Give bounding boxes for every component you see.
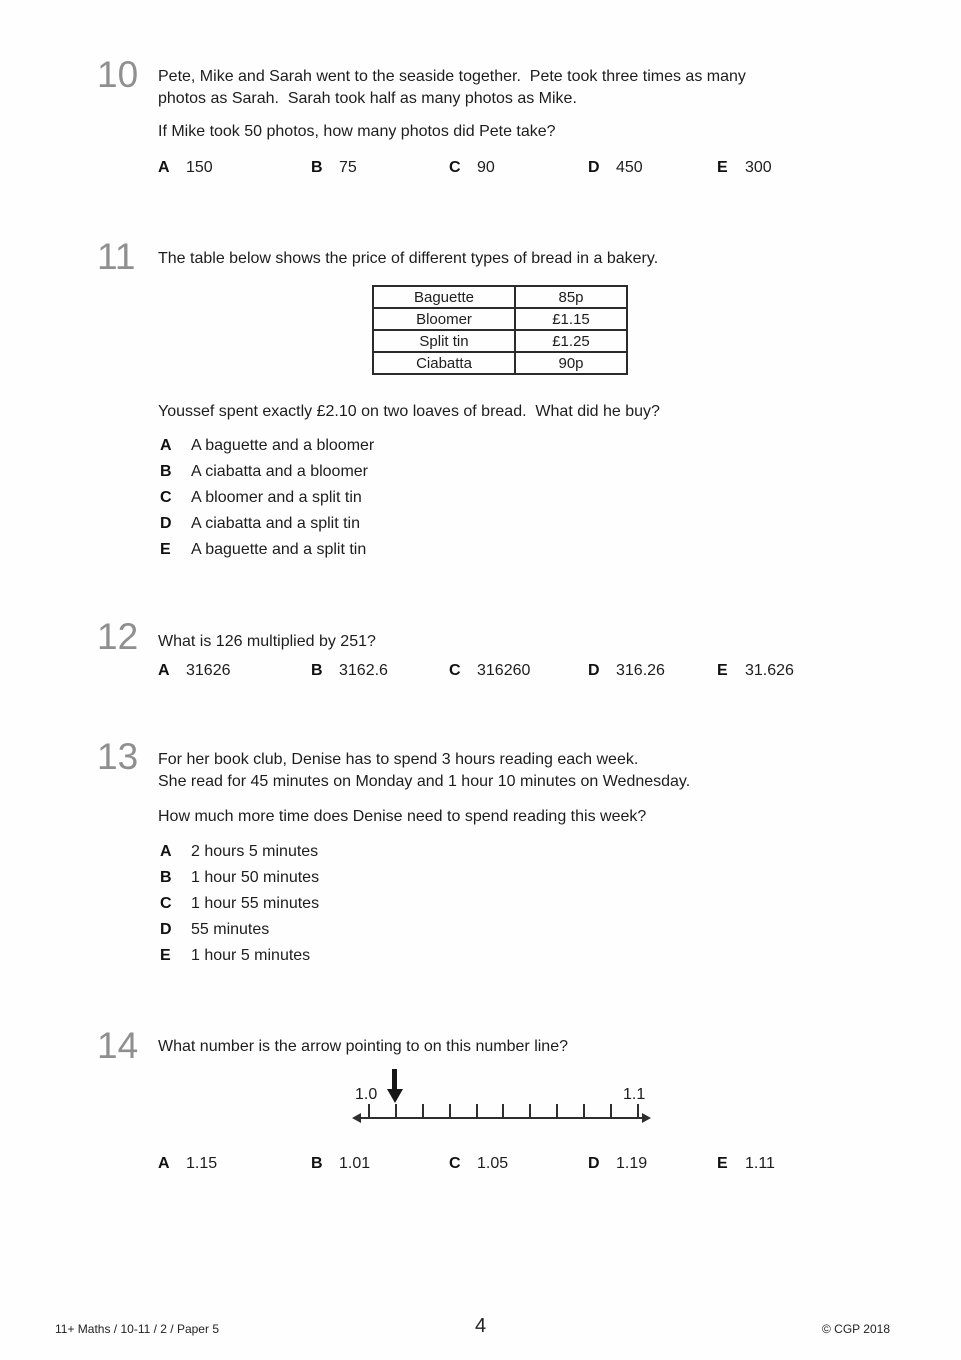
question-11-intro: The table below shows the price of different types of bread in a bakery. bbox=[158, 250, 659, 267]
option-letter: C bbox=[449, 1155, 461, 1172]
table-row bbox=[373, 352, 627, 374]
option-value: A bloomer and a split tin bbox=[191, 489, 362, 506]
question-14-option-d bbox=[588, 1155, 647, 1173]
option-value: 316260 bbox=[477, 662, 531, 679]
question-11-option-c bbox=[160, 489, 362, 507]
question-13-text-line-1: For her book club, Denise has to spend 3 hours reading each week. bbox=[158, 751, 639, 768]
option-letter: E bbox=[717, 662, 728, 679]
option-letter: A bbox=[158, 159, 170, 176]
option-letter: E bbox=[160, 541, 171, 558]
question-10-text-line-2: photos as Sarah. Sarah took half as many photos as Mike. bbox=[158, 90, 577, 107]
option-value: A ciabatta and a split tin bbox=[191, 515, 360, 532]
question-12-option-b bbox=[311, 662, 388, 680]
bread-price-cell: 90p bbox=[515, 352, 627, 374]
question-11-prompt: Youssef spent exactly £2.10 on two loaves of bread. What did he buy? bbox=[158, 403, 660, 420]
bread-name-cell: Bloomer bbox=[373, 308, 515, 330]
number-line-right-label: 1.1 bbox=[623, 1086, 646, 1103]
bread-name-cell: Baguette bbox=[373, 286, 515, 308]
option-letter: B bbox=[160, 869, 172, 886]
option-value: 1.01 bbox=[339, 1155, 371, 1172]
question-13-prompt: How much more time does Denise need to spend reading this week? bbox=[158, 808, 647, 825]
option-value: 1 hour 5 minutes bbox=[191, 947, 311, 964]
option-value: 1.15 bbox=[186, 1155, 218, 1172]
option-letter: D bbox=[588, 662, 600, 679]
axis-left-arrow-icon bbox=[352, 1113, 361, 1123]
option-letter: B bbox=[311, 1155, 323, 1172]
question-12-prompt: What is 126 multiplied by 251? bbox=[158, 633, 376, 650]
tick-mark bbox=[368, 1104, 370, 1118]
question-13-option-d bbox=[160, 921, 269, 939]
option-letter: B bbox=[160, 463, 172, 480]
question-12-number: 12 bbox=[97, 616, 139, 657]
question-13-option-a bbox=[160, 843, 318, 861]
option-letter: E bbox=[717, 159, 728, 176]
option-value: 1 hour 55 minutes bbox=[191, 895, 320, 912]
table-row bbox=[373, 330, 627, 352]
pointer-arrow-head-icon bbox=[387, 1089, 403, 1103]
option-value: 75 bbox=[339, 159, 357, 176]
tick-mark bbox=[610, 1104, 612, 1118]
table-row bbox=[373, 308, 627, 330]
option-value: 300 bbox=[745, 159, 772, 176]
question-14-prompt: What number is the arrow pointing to on this number line? bbox=[158, 1038, 568, 1055]
option-value: A ciabatta and a bloomer bbox=[191, 463, 369, 480]
tick-mark bbox=[476, 1104, 478, 1118]
question-10-option-c bbox=[449, 159, 495, 177]
number-line bbox=[350, 1065, 660, 1127]
option-letter: C bbox=[160, 895, 172, 912]
question-11-option-b bbox=[160, 463, 368, 481]
option-value: A baguette and a bloomer bbox=[191, 437, 375, 454]
question-13-option-b bbox=[160, 869, 319, 887]
option-value: 1.11 bbox=[745, 1155, 775, 1172]
question-10-prompt: If Mike took 50 photos, how many photos did Pete take? bbox=[158, 123, 556, 140]
option-letter: E bbox=[160, 947, 171, 964]
option-value: 3162.6 bbox=[339, 662, 388, 679]
option-letter: B bbox=[311, 662, 323, 679]
bread-price-cell: 85p bbox=[515, 286, 627, 308]
option-letter: D bbox=[160, 921, 172, 938]
option-letter: C bbox=[449, 662, 461, 679]
option-value: 150 bbox=[186, 159, 213, 176]
option-value: 1.05 bbox=[477, 1155, 509, 1172]
option-letter: D bbox=[588, 159, 600, 176]
option-value: 31.626 bbox=[745, 662, 794, 679]
question-10-text-line-1: Pete, Mike and Sarah went to the seaside together. Pete took three times as many bbox=[158, 68, 746, 85]
option-value: 2 hours 5 minutes bbox=[191, 843, 319, 860]
tick-mark bbox=[395, 1104, 397, 1118]
tick-mark bbox=[637, 1104, 639, 1118]
tick-mark bbox=[529, 1104, 531, 1118]
option-letter: D bbox=[160, 515, 172, 532]
question-11-option-d bbox=[160, 515, 360, 533]
question-10-number: 10 bbox=[97, 54, 139, 95]
option-letter: A bbox=[158, 662, 170, 679]
option-letter: E bbox=[717, 1155, 728, 1172]
option-value: A baguette and a split tin bbox=[191, 541, 367, 558]
question-13-text-line-2: She read for 45 minutes on Monday and 1 hour 10 minutes on Wednesday. bbox=[158, 773, 691, 790]
option-letter: D bbox=[588, 1155, 600, 1172]
question-11-number: 11 bbox=[97, 236, 136, 277]
bread-price-cell: £1.25 bbox=[515, 330, 627, 352]
question-11-option-a bbox=[160, 437, 374, 455]
tick-mark bbox=[449, 1104, 451, 1118]
question-14-option-e bbox=[717, 1155, 775, 1173]
bread-price-table bbox=[372, 285, 628, 375]
question-10-option-b bbox=[311, 159, 357, 177]
option-letter: C bbox=[449, 159, 461, 176]
question-14-option-b bbox=[311, 1155, 370, 1173]
question-10-option-e bbox=[717, 159, 772, 177]
bread-name-cell: Ciabatta bbox=[373, 352, 515, 374]
pointer-arrow-shaft bbox=[392, 1069, 397, 1089]
option-value: 316.26 bbox=[616, 662, 665, 679]
question-12-option-c bbox=[449, 662, 530, 680]
number-line-left-label: 1.0 bbox=[355, 1086, 378, 1103]
option-letter: A bbox=[158, 1155, 170, 1172]
option-value: 90 bbox=[477, 159, 495, 176]
table-row bbox=[373, 286, 627, 308]
option-value: 1 hour 50 minutes bbox=[191, 869, 320, 886]
option-value: 55 minutes bbox=[191, 921, 270, 938]
bread-name-cell: Split tin bbox=[373, 330, 515, 352]
question-10-option-a bbox=[158, 159, 213, 177]
option-value: 450 bbox=[616, 159, 643, 176]
tick-mark bbox=[422, 1104, 424, 1118]
question-14-option-a bbox=[158, 1155, 217, 1173]
tick-mark bbox=[556, 1104, 558, 1118]
option-letter: A bbox=[160, 437, 172, 454]
question-14-option-c bbox=[449, 1155, 508, 1173]
option-value: 1.19 bbox=[616, 1155, 648, 1172]
footer-paper-reference: 11+ Maths / 10-11 / 2 / Paper 5 bbox=[55, 1322, 219, 1336]
page-number: 4 bbox=[474, 1315, 487, 1337]
option-value: 31626 bbox=[186, 662, 231, 679]
question-12-option-a bbox=[158, 662, 231, 680]
bread-price-cell: £1.15 bbox=[515, 308, 627, 330]
question-13-option-e bbox=[160, 947, 310, 965]
option-letter: A bbox=[160, 843, 172, 860]
question-11-option-e bbox=[160, 541, 366, 559]
question-12-option-e bbox=[717, 662, 794, 680]
axis-right-arrow-icon bbox=[642, 1113, 651, 1123]
option-letter: C bbox=[160, 489, 172, 506]
tick-mark bbox=[583, 1104, 585, 1118]
option-letter: B bbox=[311, 159, 323, 176]
footer-copyright: © CGP 2018 bbox=[822, 1322, 890, 1336]
tick-mark bbox=[502, 1104, 504, 1118]
question-13-option-c bbox=[160, 895, 319, 913]
question-14-number: 14 bbox=[97, 1025, 139, 1066]
question-12-option-d bbox=[588, 662, 665, 680]
question-13-number: 13 bbox=[97, 736, 139, 777]
question-10-option-d bbox=[588, 159, 643, 177]
